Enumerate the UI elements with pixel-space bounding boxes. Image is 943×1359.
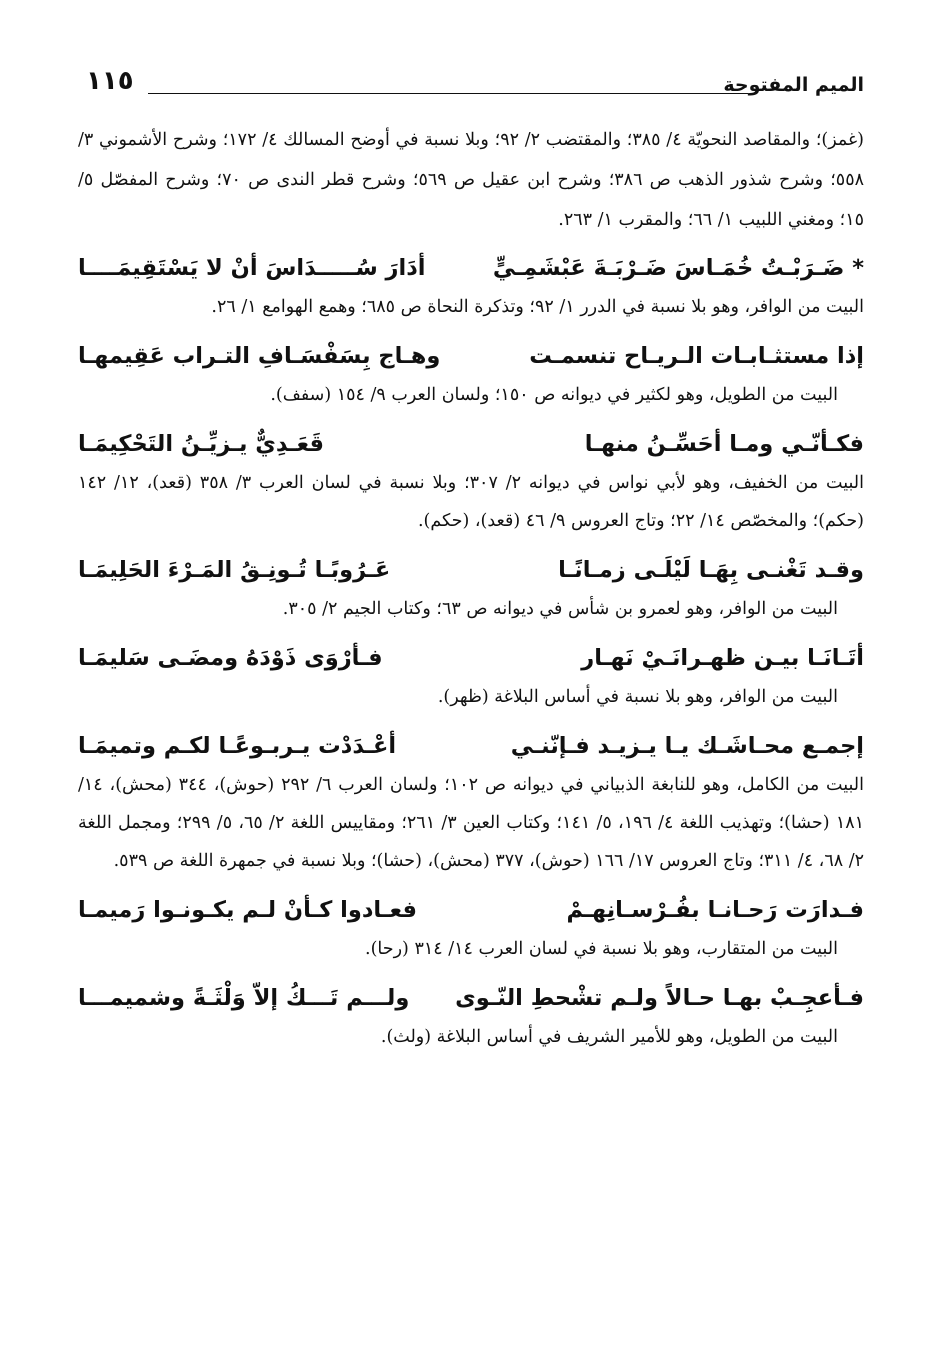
page-content (78, 120, 864, 1066)
running-title: الميم المفتوحة (723, 74, 864, 96)
verse-note: البيت من المتقارب، وهو بلا نسبة في لسان العرب ١٤/ ٣١٤ (رحا). (365, 939, 838, 959)
verse-line (78, 978, 864, 1018)
second-hemistich: قَعَـدِيٌّ يـزيِّـنُ التَحْكِيمَـا (78, 431, 324, 457)
first-hemistich: فـأعجِـبْ بهـا حـالاً ولـم تشْحطِ النّـوى (455, 985, 864, 1011)
verse-line (78, 726, 864, 766)
verse-note: البيت من الكامل، وهو للنابغة الذبياني في ديوانه ص ١٠٢؛ ولسان العرب ٦/ ٢٩٢ (حوش)، ٣٤٤ (محش)، ١٤/ ١٨١ (حشا)؛ وتهذيب اللغة ٤/ ١٩٦، ٥/ ١٤١؛ وكتاب العين ٣/ ٢٦١؛ ومقاييس اللغة ٢/ ٦٥، ٥/ ٢٩٩؛ ومجمل اللغة ٢/ ٦٨، ٤/ ٣١١؛ وتاج العروس ١٧/ ١٦٦ (حوش)، ٣٧٧ (محش)، (حشا)؛ وبلا نسبة في جمهرة اللغة ص ٥٣٩. (78, 775, 865, 871)
verse-note: البيت من الوافر، وهو بلا نسبة في أساس البلاغة (ظهر). (437, 687, 838, 707)
second-hemistich: أدَارَ سُـــــدَاسَ أنْ لا يَسْتَقِيمَــــا (78, 255, 426, 281)
first-hemistich: أتَـانَـا بيـن ظهـرانَـيْ نَهـار (581, 645, 864, 671)
verse-line (78, 424, 864, 464)
verse-line (78, 336, 864, 376)
first-hemistich: فـدارَت رَحـانـا بفُـرْسـانِهـمْ (566, 897, 864, 923)
verse-entry-7 (78, 890, 864, 968)
first-hemistich: إجمـع محـاشَـك يـا يـزيـد فـإنّنـي (510, 733, 864, 759)
second-hemistich: أعْـدَدْت يـربـوعًـا لكـم وتميمَـا (78, 733, 397, 759)
verse-note: البيت من الطويل، وهو للأمير الشريف في أساس البلاغة (ولث). (380, 1027, 838, 1047)
first-hemistich: * ضَـرَبْـتُ خُمَـاسَ ضَـرْبَـةَ عَبْشَمِـيٍّ (492, 255, 864, 281)
verse-entry-5 (78, 638, 864, 716)
verse-entry-6 (78, 726, 864, 880)
verse-note: البيت من الطويل، وهو لكثير في ديوانه ص ١٥٠؛ ولسان العرب ٩/ ١٥٤ (سفف). (270, 385, 838, 405)
verse-entry-1 (78, 248, 864, 326)
first-hemistich: فكـأنّـي ومـا أحَسِّـنُ منهـا (584, 431, 864, 457)
verse-note: البيت من الوافر، وهو لعمرو بن شأس في ديوانه ص ٦٣؛ وكتاب الجيم ٢/ ٣٠٥. (282, 599, 838, 619)
page-header (78, 62, 864, 110)
header-rule (148, 93, 748, 94)
verse-note: البيت من الوافر، وهو بلا نسبة في الدرر ١/ ٩٢؛ وتذكرة النحاة ص ٦٨٥؛ وهمع الهوامع ١/ ٢٦. (211, 297, 864, 317)
first-hemistich: إذا مستثـابـات الـريـاح تنسمـت (529, 343, 864, 369)
intro-note: (غمز)؛ والمقاصد النحويّة ٤/ ٣٨٥؛ والمقتضب ٢/ ٩٢؛ وبلا نسبة في أوضح المسالك ٤/ ١٧٢؛ وشرح الأشموني ٣/ ٥٥٨؛ وشرح شذور الذهب ص ٣٨٦؛ وشرح ابن عقيل ص ٥٦٩؛ وشرح قطر الندى ص ٧٠؛ وشرح المفصّل ٥/ ١٥؛ ومغني اللبيب ١/ ٦٦؛ والمقرب ١/ ٢٦٣. (78, 130, 865, 230)
second-hemistich: ولـــم تَـــكُ إلاّ وَلْثَـةً وشميمـــا (78, 985, 410, 1011)
verse-entry-2 (78, 336, 864, 414)
verse-line (78, 638, 864, 678)
second-hemistich: فعـادوا كـأنْ لـم يكـونـوا رَميمـا (78, 897, 417, 923)
page-number: ١١٥ (86, 66, 134, 96)
second-hemistich: عَـرُوبًـا تُـونِـقُ المَـرْءَ الحَلِيمَـا (78, 557, 391, 583)
first-hemistich: وقـد تَغْنـى بِهَـا لَيْلَـى زمـانًـا (558, 557, 864, 583)
second-hemistich: وهـاج بِسَفْسَـافِ التـراب عَقِيمهـا (78, 343, 441, 369)
verse-line (78, 550, 864, 590)
second-hemistich: فـأرْوَى ذَوْدَهُ ومضَـى سَليمَـا (78, 645, 383, 671)
verse-entry-4 (78, 550, 864, 628)
verse-line (78, 248, 864, 288)
verse-note: البيت من الخفيف، وهو لأبي نواس في ديوانه ٢/ ٣٠٧؛ وبلا نسبة في لسان العرب ٣/ ٣٥٨ (قعد)، ١٢/ ١٤٢ (حكم)؛ والمخصّص ١٤/ ٢٢؛ وتاج العروس ٩/ ٤٦ (قعد)، (حكم). (78, 473, 864, 531)
verse-entry-3 (78, 424, 864, 540)
verse-entry-8 (78, 978, 864, 1056)
verse-line (78, 890, 864, 930)
